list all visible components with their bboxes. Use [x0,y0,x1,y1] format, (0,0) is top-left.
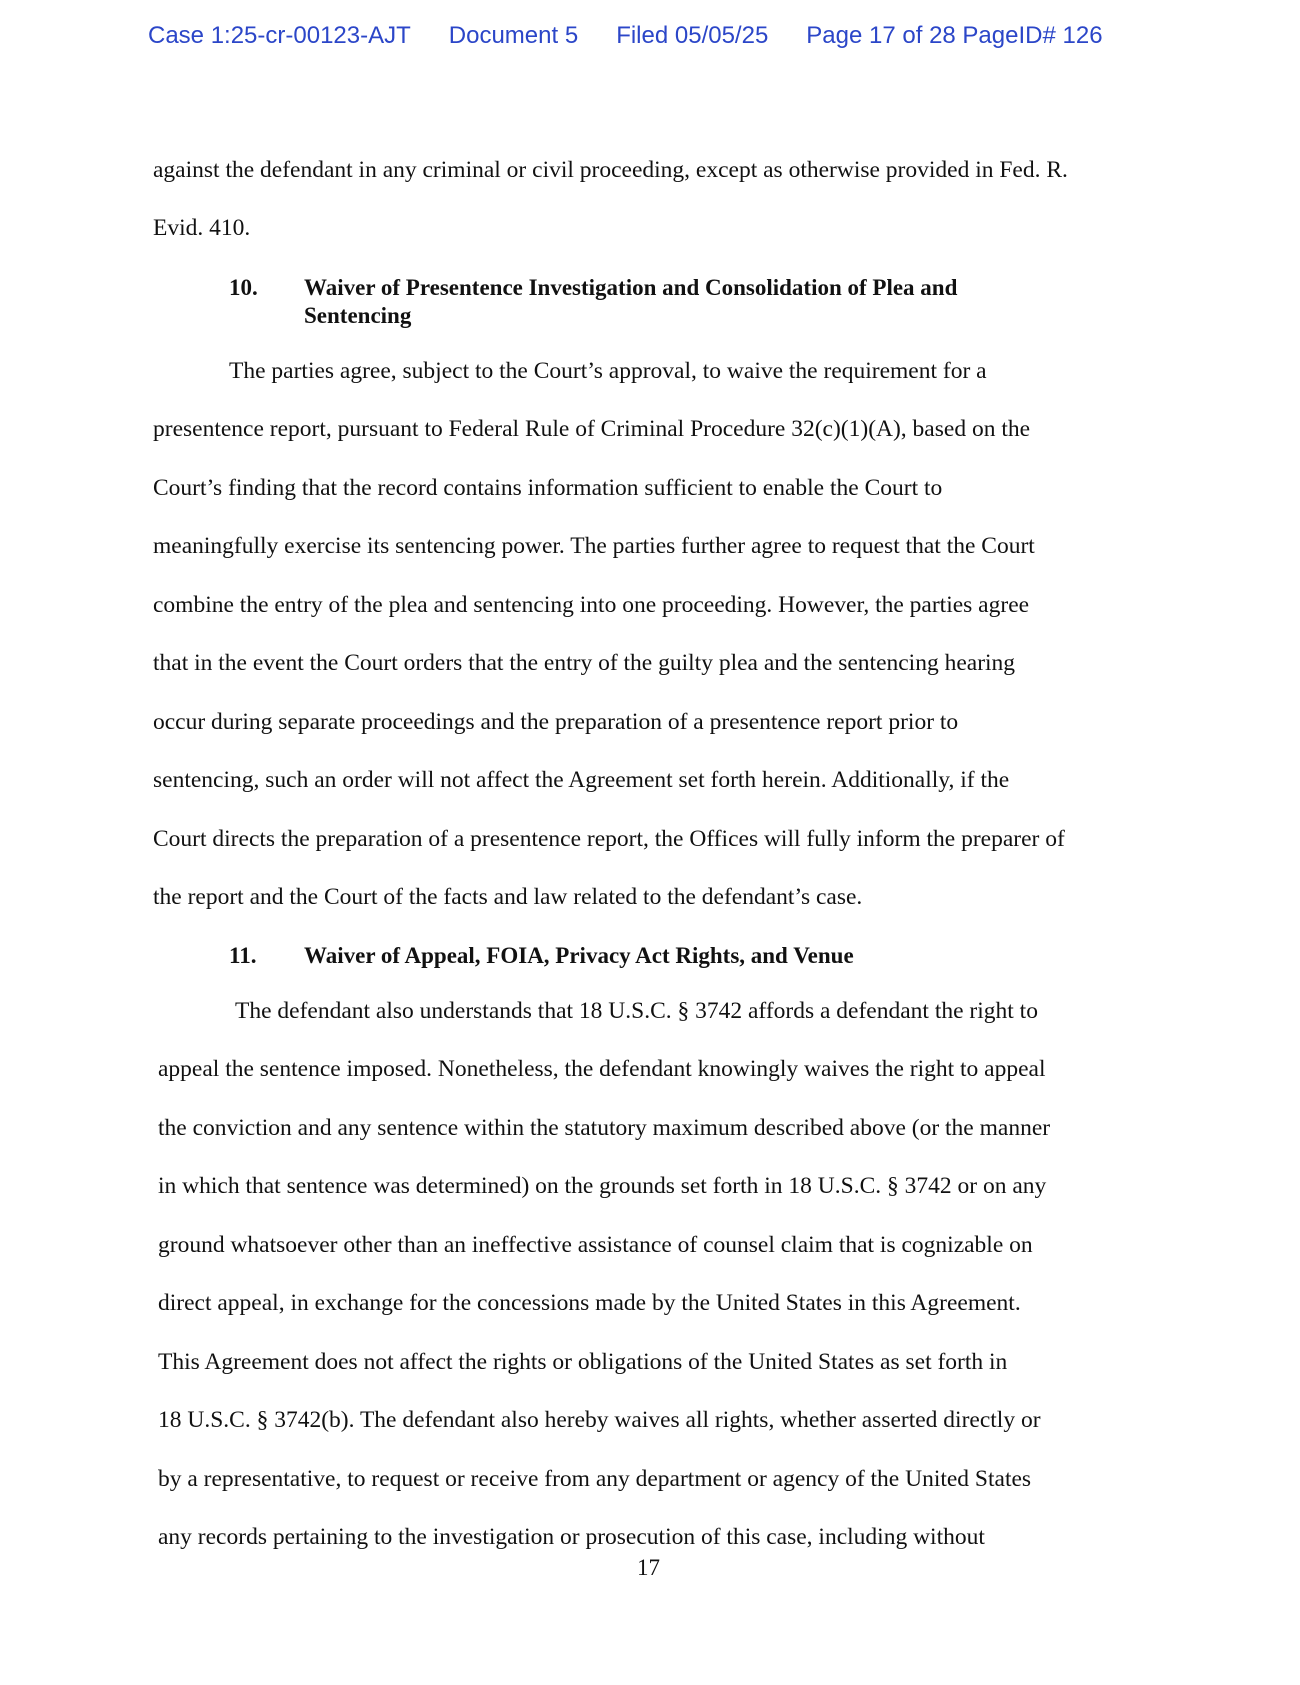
section-number: 10. [229,275,258,300]
page-id: Page 17 of 28 PageID# 126 [806,22,1103,49]
body-line: the report and the Court of the facts and law related to the defendant’s case. [153,884,863,910]
body-line: presentence report, pursuant to Federal Rule of Criminal Procedure 32(c)(1)(A), based on the [153,416,1031,442]
section-10-heading [229,274,1029,332]
case-number: Case 1:25-cr-00123-AJT [148,22,411,49]
body-line: The defendant also understands that 18 U.S.C. § 3742 affords a defendant the right to [235,998,1038,1024]
section-title: Waiver of Appeal, FOIA, Privacy Act Rights, and Venue [304,943,854,968]
body-line: in which that sentence was determined) on the grounds set forth in 18 U.S.C. § 3742 or on any [158,1173,1047,1199]
filed-date: Filed 05/05/25 [616,22,769,49]
body-line: 18 U.S.C. § 3742(b). The defendant also hereby waives all rights, whether asserted directly or [158,1407,1041,1433]
body-line: against the defendant in any criminal or civil proceeding, except as otherwise provided in Fed. R. [153,157,1068,183]
body-line: The parties agree, subject to the Court’s approval, to waive the requirement for a [229,358,987,384]
document-number: Document 5 [448,22,579,49]
body-line: appeal the sentence imposed. Nonetheless, the defendant knowingly waives the right to appeal [158,1056,1046,1082]
body-line: direct appeal, in exchange for the concessions made by the United States in this Agreement. [158,1290,1021,1316]
body-line: This Agreement does not affect the rights or obligations of the United States as set forth in [158,1349,1008,1375]
body-line: Evid. 410. [153,215,251,241]
body-line: Court’s finding that the record contains information sufficient to enable the Court to [153,475,943,501]
section-11-heading [229,942,1029,972]
body-line: the conviction and any sentence within the statutory maximum described above (or the manner [158,1115,1051,1141]
section-title: Waiver of Presentence Investigation and Consolidation of Plea and Sentencing [304,275,958,328]
ecf-header [148,22,1103,54]
body-line: meaningfully exercise its sentencing power. The parties further agree to request that the Court [153,533,1035,559]
body-line: any records pertaining to the investigation or prosecution of this case, including without [158,1524,985,1550]
body-line: that in the event the Court orders that the entry of the guilty plea and the sentencing hearing [153,650,1016,676]
body-line: combine the entry of the plea and sentencing into one proceeding. However, the parties agree [153,592,1030,618]
body-line: occur during separate proceedings and the preparation of a presentence report prior to [153,709,959,735]
body-line: by a representative, to request or receive from any department or agency of the United States [158,1466,1032,1492]
body-line: sentencing, such an order will not affect the Agreement set forth herein. Additionally, if the [153,767,1010,793]
body-line: Court directs the preparation of a presentence report, the Offices will fully inform the preparer of [153,826,1065,852]
page-number-text: 17 [637,1555,660,1580]
body-line: ground whatsoever other than an ineffective assistance of counsel claim that is cognizable on [158,1232,1033,1258]
section-number: 11. [229,943,257,968]
